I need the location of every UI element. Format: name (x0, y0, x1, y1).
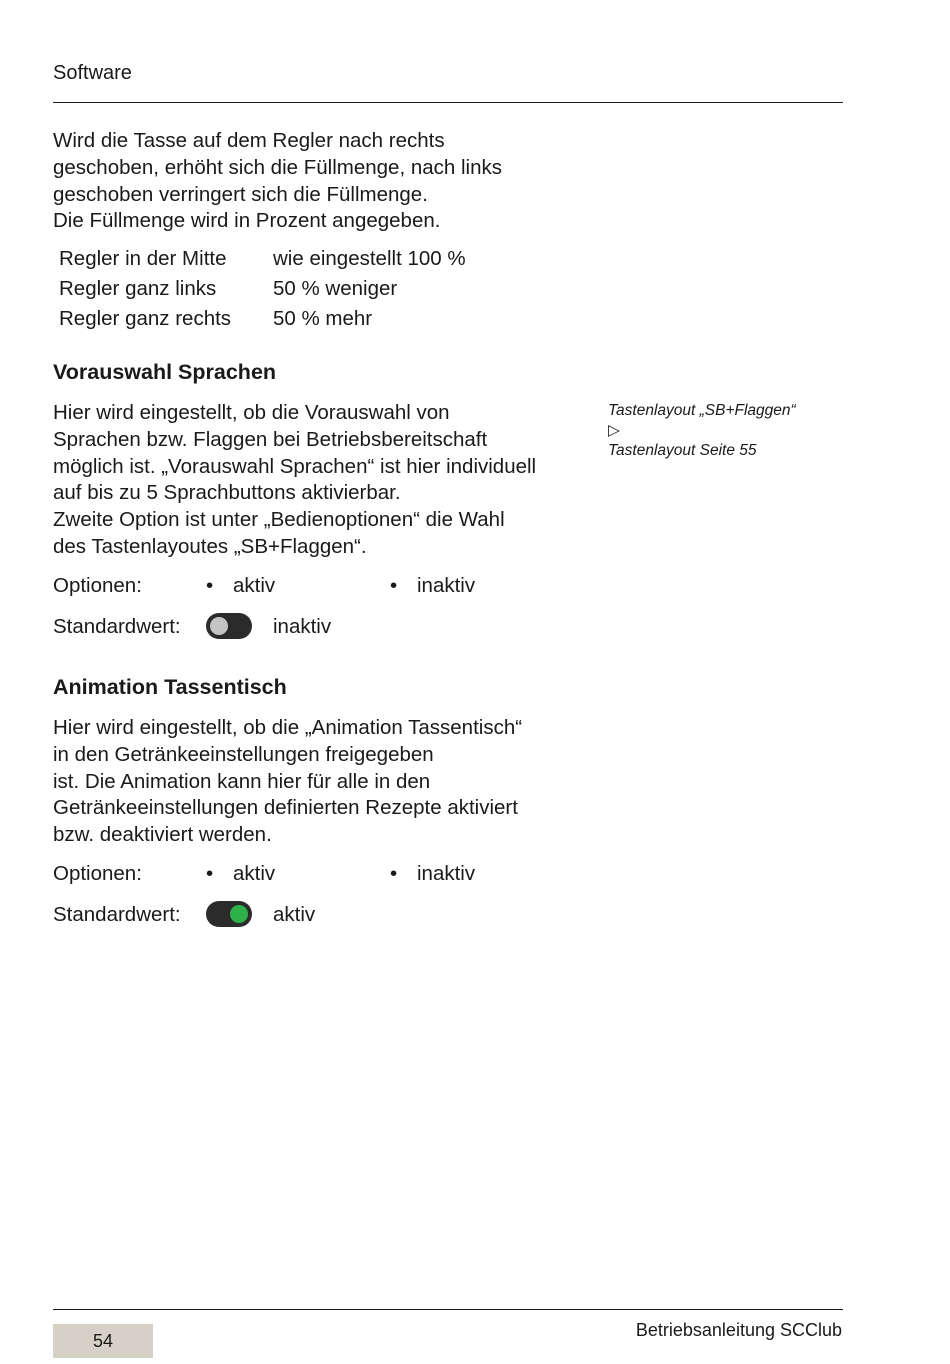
triangle-right-icon: ▷ (608, 422, 620, 439)
regler-position: Regler in der Mitte (59, 247, 227, 270)
page-number: 54 (53, 1324, 153, 1358)
margin-note-link[interactable] (608, 421, 796, 461)
option-aktiv: aktiv (233, 862, 276, 885)
intro-line: Die Füllmenge wird in Prozent angegeben. (53, 209, 441, 233)
options-label: Optionen: (53, 574, 142, 597)
option-inaktiv: inaktiv (417, 862, 476, 885)
regler-position: Regler ganz links (59, 277, 217, 300)
footer-rule (53, 1309, 843, 1310)
default-label: Standardwert: (53, 615, 181, 638)
margin-note (608, 401, 796, 461)
section-heading-animation-tassentisch: Animation Tassentisch (53, 675, 287, 699)
option-inaktiv: inaktiv (417, 574, 476, 597)
table-row (53, 304, 472, 334)
toggle-switch-on (206, 901, 252, 927)
intro-paragraph (53, 128, 502, 235)
section2-line: Hier wird eingestellt, ob die „Animation Tassentisch“ (53, 716, 523, 739)
regler-value: 50 % mehr (273, 307, 373, 330)
regler-value: wie eingestellt 100 % (273, 247, 466, 270)
page-header-title: Software (53, 62, 132, 84)
toggle-knob (210, 617, 228, 635)
regler-value: 50 % weniger (273, 277, 398, 300)
section1-line: möglich ist. „Vorauswahl Sprachen“ ist hier individuell (53, 454, 537, 478)
bullet: • (390, 862, 398, 885)
option-aktiv: aktiv (233, 574, 276, 597)
default-label: Standardwert: (53, 903, 181, 926)
regler-position: Regler ganz rechts (59, 307, 232, 330)
section1-line: des Tastenlayoutes „SB+Flaggen“. (53, 534, 367, 558)
intro-line: Wird die Tasse auf dem Regler nach rechts (53, 129, 445, 152)
footer-doc-title: Betriebsanleitung SCClub (635, 1320, 842, 1340)
toggle-knob (230, 905, 248, 923)
table-row (53, 244, 472, 274)
section1-paragraph (53, 400, 536, 561)
default-value: inaktiv (273, 615, 332, 638)
section-heading-vorauswahl-sprachen: Vorauswahl Sprachen (53, 360, 277, 384)
margin-note-link-text: Tastenlayout Seite 55 (608, 442, 757, 459)
options-label: Optionen: (53, 862, 142, 885)
regler-table (53, 244, 472, 334)
bullet: • (206, 574, 214, 597)
section2-line: in den Getränkeeinstellungen freigegeben (53, 742, 434, 766)
section1-line: Sprachen bzw. Flaggen bei Betriebsbereitschaft (53, 427, 488, 451)
margin-note-line: Tastenlayout „SB+Flaggen“ (608, 402, 796, 419)
bullet: • (390, 574, 398, 597)
intro-line: geschoben, erhöht sich die Füllmenge, nach links (53, 155, 502, 179)
section2-line: ist. Die Animation kann hier für alle in den (53, 769, 431, 793)
section1-line: auf bis zu 5 Sprachbuttons aktivierbar. (53, 481, 401, 505)
default-value: aktiv (273, 903, 316, 926)
toggle-switch-off (206, 613, 252, 639)
section2-paragraph (53, 715, 522, 849)
bullet: • (206, 862, 214, 885)
section1-line: Hier wird eingestellt, ob die Vorauswahl von (53, 401, 450, 424)
intro-line: geschoben verringert sich die Füllmenge. (53, 182, 428, 206)
table-row (53, 274, 472, 304)
section2-line: Getränkeeinstellungen definierten Rezepte aktiviert (53, 796, 518, 820)
section2-line: bzw. deaktiviert werden. (53, 823, 272, 847)
header-rule (53, 102, 843, 103)
section1-line: Zweite Option ist unter „Bedienoptionen“ die Wahl (53, 508, 505, 532)
